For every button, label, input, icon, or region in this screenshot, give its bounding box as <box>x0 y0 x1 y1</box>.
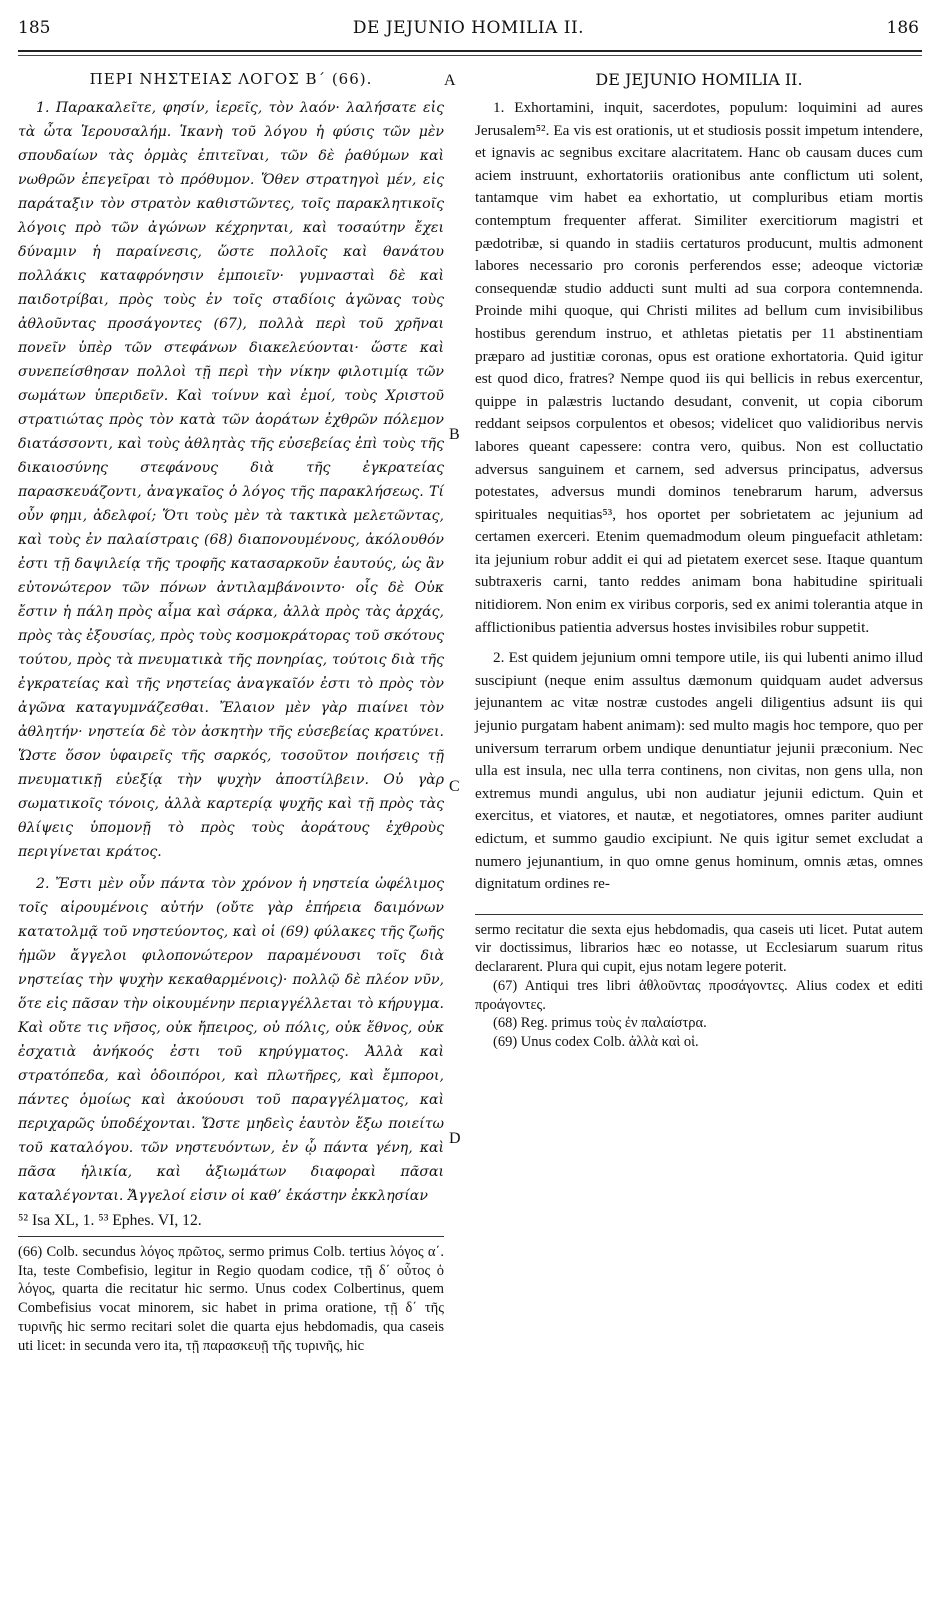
footnote-66: (66) Colb. secundus λόγος πρῶτος, sermo primus Colb. tertius λόγος α΄. Ita, teste Combefisio, legitur in Regio quodam codice, τῇ δ΄ οὗτος ὁ λόγος, quarta die recitatur hic sermo. Unus codex Colbertinus, quem Combefisius vocat minorem, sic habet in prima oratione, τῇ δ΄ τῆς τυρινῆς hic sermo recitari solet die quarta ejus hebdomadis, qua caseis uti licet: in secunda vero ita, τῇ παρασκευῇ τῆς τυρινῆς, hic <box>18 1244 444 1354</box>
page-number-left: 185 <box>18 18 51 38</box>
running-head-title: DE JEJUNIO HOMILIA II. <box>352 18 585 38</box>
footnote-68: (68) Reg. primus τοὺς ἐν παλαίστρα. <box>493 1015 707 1032</box>
greek-title: ΠΕΡΙ ΝΗΣΤΕΙΑΣ ΛΟΓΟΣ Β΄ (66). <box>89 70 373 88</box>
page-number-right: 186 <box>886 18 919 38</box>
footnote-67: (67) Antiqui tres libri ἀθλοῦντας προσάγοντες. Alius codex et editi προάγοντες. <box>475 977 923 1013</box>
latin-column <box>475 70 923 1052</box>
header-rule <box>18 50 922 52</box>
margin-letter-d: D <box>449 1130 461 1147</box>
margin-letter-c: C <box>449 778 460 795</box>
greek-paragraph-2: 2. Ἔστι μὲν οὖν πάντα τὸν χρόνον ἡ νηστεία ὠφέλιμος τοῖς αἱρουμένοις αὐτήν (οὔτε γὰρ ἐπήρεια δαιμόνων κατατολμᾷ τοῦ νηστεύοντος, καὶ οἱ (69) φύλακες τῆς ζωῆς ἡμῶν ἄγγελοι φιλοπονώτερον παραμένουσι τοῖς διὰ νηστείας τὴν ψυχὴν κεκαθαρμένοις)· πολλῷ δὲ πλέον νῦν, ὅτε εἰς πᾶσαν τὴν οἰκουμένην περιαγγέλλεται τὸ κήρυγμα. Καὶ οὔτε τις νῆσος, οὐκ ἤπειρος, οὐ πόλις, οὐκ ἔθνος, οὐκ ἐσχατιὰ ἀνήκοός ἐστι τοῦ κηρύγματος. Ἀλλὰ καὶ στρατόπεδα, καὶ ὁδοιπόροι, καὶ πλωτῆρες, καὶ ἔμποροι, πάντες ὁμοίως καὶ ἀκούουσι τοῦ παραγγέλματος, καὶ περιχαρῶς ὑποδέχονται. Ὥστε μηδεὶς ἑαυτὸν ἔξω ποιείτω τοῦ καταλόγου. τῶν νηστευόντων, ἐν ᾧ πάντα γένη, καὶ πᾶσα ἡλικία, καὶ ἀξιωμάτων διαφοραὶ πᾶσαι καταλέγονται. Ἄγγελοί εἰσιν οἱ καθ’ ἑκάστην ἐκκλησίαν <box>18 876 444 1204</box>
header-rule-thin <box>18 55 922 56</box>
margin-letter-a: A <box>444 72 456 89</box>
footnote-69: (69) Unus codex Colb. ἀλλὰ καὶ οἱ. <box>493 1034 699 1050</box>
footnote-rule-left <box>18 1236 444 1237</box>
footnote-rule-right <box>475 914 923 915</box>
latin-title: DE JEJUNIO HOMILIA II. <box>595 70 803 89</box>
greek-paragraph-1: 1. Παρακαλεῖτε, φησίν, ἱερεῖς, τὸν λαόν· λαλήσατε εἰς τὰ ὦτα Ἱερουσαλήμ. Ἱκανὴ τοῦ λόγου ἡ φύσις τῶν μὲν σπουδαίων τὰς ὁρμὰς ἐπιτεῖναι, τῶν δὲ ῥαθύμων καὶ νωθρῶν ἐπεγεῖραι τὸ πρόθυμον. Ὅθεν στρατηγοὶ μέν, εἰς παράταξιν τὸν στρατὸν καθιστῶντες, τοῖς παρακλητικοῖς λόγοις πρὸ τῶν ἀγώνων κέχρηνται, καὶ τοσαύτην ἔχει δύναμιν ἡ παραίνεσις, ὥστε πολλοῖς καὶ θανάτου πολλάκις καταφρόνησιν ἐμποιεῖν· γυμνασταὶ δὲ καὶ παιδοτρίβαι, πρὸς τοὺς ἐν τοῖς σταδίοις ἀγῶνας τοὺς ἀθλοῦντας προσάγοντες (67), πολλὰ περὶ τοῦ χρῆναι πονεῖν ὑπὲρ τῶν στεφάνων διακελεύονται· ὥστε καὶ συνεπείσθησαν πολλοὶ τῇ περὶ τὴν νίκην φιλοτιμίᾳ τῶν σωμάτων ὑπεριδεῖν. Καὶ τοίνυν καὶ ἐμοί, τοὺς Χριστοῦ στρατιώτας πρὸς τὸν κατὰ τῶν ἀοράτων ἐχθρῶν πόλεμον διατάσσοντι, καὶ τοὺς ἀθλητὰς τῆς εὐσεβείας ἐπὶ τοὺς τῆς δικαιοσύνης στεφάνους διὰ τῆς ἐγκρατείας παρασκευάζοντι, ἀναγκαῖος ὁ λόγος τῆς παρακλήσεως. Τί οὖν φημι, ἀδελφοί; Ὅτι τοὺς μὲν τὰ τακτικὰ μελετῶντας, καὶ τοὺς ἐν παλαίστραις (68) διαπονουμένους, ἀκόλουθόν ἐστι τῇ δαψιλείᾳ τῆς τροφῆς κατασαρκοῦν ἑαυτούς, ὡς ἂν εὐτονώτερον τῶν πόνων ἀντιλαμβάνοιντο· οἷς δὲ Οὐκ ἔστιν ἡ πάλη πρὸς αἷμα καὶ σάρκα, ἀλλὰ πρὸς τὰς ἀρχάς, πρὸς τὰς ἐξουσίας, πρὸς τοὺς κοσμοκράτορας τοῦ σκότους τούτου, πρὸς τὰ πνευματικὰ τῆς πονηρίας, τούτοις διὰ τῆς ἐγκρατείας καὶ τῆς νηστείας ἀναγκαῖόν ἐστι τὸ πρὸς τὸν ἀγῶνα καταγυμνάζεσθαι. Ἔλαιον μὲν γὰρ πιαίνει τὸν ἀθλητήν· νηστεία δὲ τὸν ἀσκητὴν τῆς εὐσεβείας κρατύνει. Ὥστε ὅσον ὑφαιρεῖς τῆς σαρκός, τοσοῦτον ποιήσεις τῇ πνευματικῇ εὐεξίᾳ τὴν ψυχὴν ἀποστίλβειν. Οὐ γὰρ σωματικοῖς τόνοις, ἀλλὰ καρτερίᾳ ψυχῆς καὶ τῇ πρὸς τὰς θλίψεις ὑπομονῇ τὸ πρὸς τοὺς ἀοράτους ἐχθροὺς περιγίνεται κράτος. <box>18 100 444 860</box>
latin-paragraph-2: 2. Est quidem jejunium omni tempore utile, iis qui lubenti animo illud suscipiunt (neque enim assultus dæmonum quidquam audet adversus jejunantem ac vitæ nostræ custodes angeli diligentius adsunt iis qui jejunio purgatam habent animam): sed multo magis hoc tempore, quo per universum terrarum orbem undique denuntiatur jejunii præconium. Nec ulla est insula, nec ulla terra continens, non civitas, non gens ulla, non extremus mundi angulus, ubi non audiatur jejunii edictum. Quin et exercitus, et viatores, et nautæ, et negotiatores, omnes pariter audiunt edictum, et summo gaudio excipiunt. Ne quis igitur semet excludat a numero jejunantium, in quo omne genus hominum, omnis ætas, omnes dignitatum ordines re- <box>475 649 923 893</box>
latin-paragraph-1: 1. Exhortamini, inquit, sacerdotes, populum: loquimini ad aures Jerusalem⁵². Ea vis est orationis, ut et studiosis possit impetum intendere, et ignavis ac segnibus excitare alacritatem. Hanc ob causam duces cum aciem instruunt, exhortatoriis orationibus ante conflictum uti solent, tantamque vim habet ea exhortatio, ut compluribus etiam mortis contemptum frequenter afferat. Similiter exercitiorum magistri et pædotribæ, si quando in stadiis certaturos producunt, multis admonent labores necessario pro coronis perferendos esse; adeoque victoriæ consequendæ studio adducti sunt multi ad sua corpora contemnenda. Proinde mihi quoque, qui Christi milites ad bellum cum invisibilibus hostibus gerendum instruo, et athletas pietatis per 11 abstinentiam præparo ad justitiæ coronas, opus est oratione exhortatoria. Quid igitur est quod dico, fratres? Nempe quod iis qui bellicis in rebus exercentur, quippe in palæstris luctando desudant, convenit, ut copia ciborum reddant seipsos corpulentos et obesos; videlicet quo validioribus nervis labores queant capessere: contra vero, quibus. Non est colluctatio adversus sanguinem et carnem, sed adversus principatus, adversus potestates, adversus mundi dominos tenebrarum harum, adversus spirituales nequitias⁵³, hos oportet per sobrietatem ac jejunium ad certamen exerceri. Etenim quemadmodum oleum pinguefacit athletam: ita jejunium robur addit ei qui ad pietatem exercet sese. Itaque quantum subtraxeris carni, tanto reddes animam bona habitudine spirituali nitidiorem. Non enim ex viribus corporis, sed ex animi tolerantia atque in afflictionibus patientia adversus hostes invisibiles robur suppetit. <box>475 99 923 636</box>
scripture-references: ⁵² Isa XL, 1. ⁵³ Ephes. VI, 12. <box>18 1212 202 1229</box>
running-header <box>16 18 921 42</box>
margin-letter-b: B <box>449 426 460 443</box>
greek-column <box>18 70 444 1355</box>
footnote-66-continued: sermo recitatur die sexta ejus hebdomadis, qua caseis uti licet. Putat autem vir doctissimus, librarios hæc eo notasse, ut Ecclesiarum suarum ritus declararent. Plura qui cupit, ejus notam legere poterit. <box>475 921 923 976</box>
